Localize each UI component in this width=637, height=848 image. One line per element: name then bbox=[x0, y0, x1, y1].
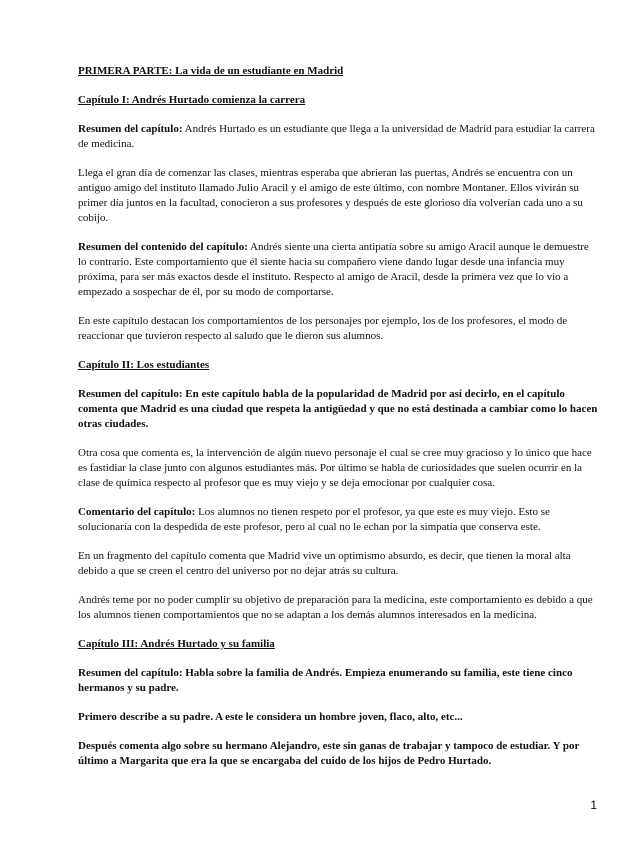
chapter-2-comment-text: Los alumnos no tienen respeto por el profesor, ya que este es muy viejo. Esto se solucionaría con la despedida de este profesor, pero al cual no le echan por la simpatía que conserva este. bbox=[78, 506, 550, 533]
chapter-1-paragraph-2: En este capítulo destacan los comportamientos de los personajes por ejemplo, los de los profesores, el modo de reaccionar que tuvieron respecto al saludo que le dieron sus alumnos. bbox=[78, 315, 568, 342]
document-body bbox=[78, 64, 600, 783]
page-number: 1 bbox=[590, 798, 597, 812]
chapter-3-summary: Resumen del capítulo: Habla sobre la familia de Andrés. Empieza enumerando su familia, este tiene cinco hermanos y su padre. bbox=[78, 667, 573, 694]
chapter-2-comment-label: Comentario del capítulo: bbox=[78, 506, 196, 518]
chapter-2-comment bbox=[78, 505, 600, 535]
chapter-1-content-label: Resumen del contenido del capítulo: bbox=[78, 241, 248, 253]
chapter-2-paragraph-2: En un fragmento del capítulo comenta que Madrid vive un optimismo absurdo, es decir, que tienen la moral alta debido a que se creen el centro del universo por no dejar atrás su cultura. bbox=[78, 550, 571, 577]
chapter-1-summary bbox=[78, 122, 600, 152]
chapter-3-title: Capítulo III: Andrés Hurtado y su familia bbox=[78, 638, 275, 650]
chapter-1-summary-text: Andrés Hurtado es un estudiante que llega a la universidad de Madrid para estudiar la carrera de medicina. bbox=[78, 123, 595, 150]
chapter-3-paragraph-2: Después comenta algo sobre su hermano Alejandro, este sin ganas de trabajar y tampoco de estudiar. Y por último a Margarita que era la que se encargaba del cuido de los hijos de Pedro Hurtado. bbox=[78, 740, 580, 767]
chapter-3-paragraph-1: Primero describe a su padre. A este le considera un hombre joven, flaco, alto, etc... bbox=[78, 711, 463, 723]
chapter-1-paragraph-1: Llega el gran día de comenzar las clases, mientras esperaba que abrieran las puertas, Andrés se encuentra con un antiguo amigo del instituto llamado Julio Aracil y el amigo de este último, con nombre Montaner. Ellos vivirán su primer día juntos en la facultad, conocieron a sus profesores y después de este glorioso día volverían cada uno a su cobijo. bbox=[78, 167, 583, 224]
chapter-1-content-text: Andrés siente una cierta antipatía sobre su amigo Aracil aunque le demuestre lo contrario. Este comportamiento que él siente hacia su compañero viene dando lugar desde una infancia muy próxima, para ser más exactos desde el instituto. Respecto al amigo de Aracil, desde la primera vez que lo vio a empezado a sospechar de él, por su modo de comportarse. bbox=[78, 241, 589, 298]
chapter-1-summary-label: Resumen del capítulo: bbox=[78, 123, 183, 135]
chapter-2-title: Capítulo II: Los estudiantes bbox=[78, 359, 210, 371]
chapter-1-content-summary bbox=[78, 240, 600, 300]
chapter-1-title: Capítulo I: Andrés Hurtado comienza la carrera bbox=[78, 94, 306, 106]
chapter-2-paragraph-1: Otra cosa que comenta es, la intervención de algún nuevo personaje el cual se cree muy gracioso y lo único que hace es fastidiar la clase junto con algunos estudiantes más. Por último se habla de curiosidades que suelen ocurrir en la clase de química respecto al profesor que es muy viejo y se deja emocionar por cualquier cosa. bbox=[78, 447, 592, 489]
part-title: PRIMERA PARTE: La vida de un estudiante en Madrid bbox=[78, 65, 344, 77]
chapter-2-paragraph-3: Andrés teme por no poder cumplir su objetivo de preparación para la medicina, este comportamiento es debido a que los alumnos tienen comportamientos que no se adaptan a los demás alumnos interesados en la medicina. bbox=[78, 594, 593, 621]
chapter-2-summary: Resumen del capítulo: En este capítulo habla de la popularidad de Madrid por así decirlo, en el capítulo comenta que Madrid es una ciudad que respeta la antigüedad y que no está destinada a cambiar como lo hacen otras ciudades. bbox=[78, 388, 598, 430]
